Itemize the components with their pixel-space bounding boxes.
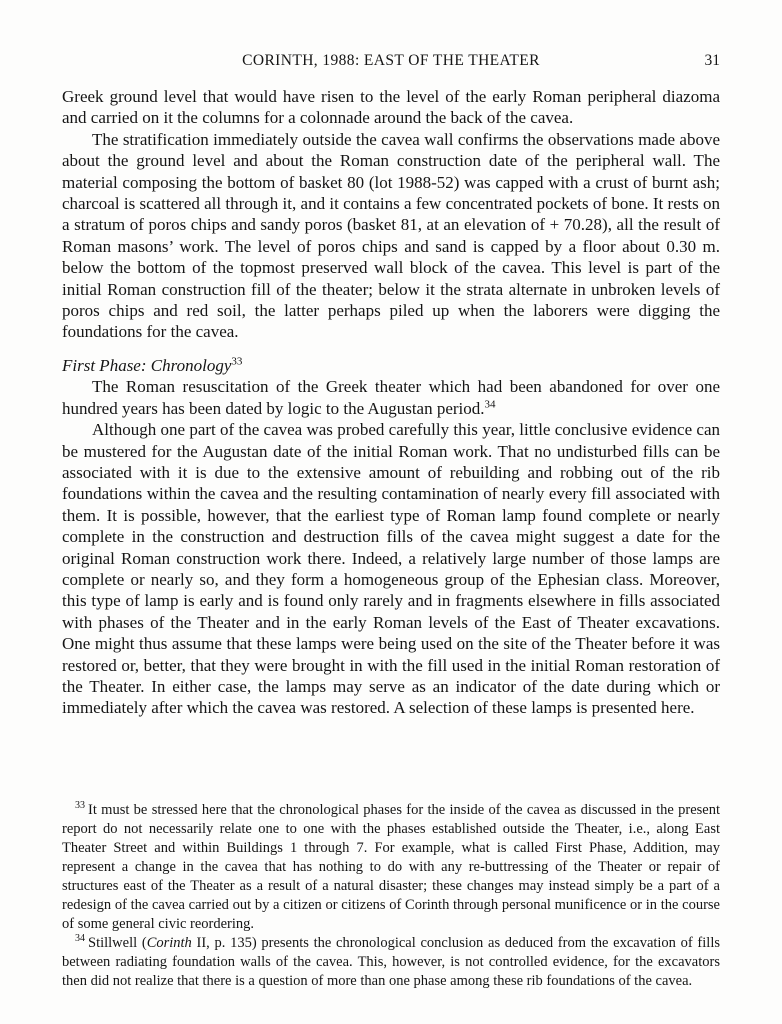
footnote-ref-34: 34 [484, 398, 496, 411]
body-text [62, 86, 720, 719]
running-header [62, 52, 720, 72]
page-number: 31 [704, 52, 720, 69]
footnote-33-text: It must be stressed here that the chronological phases for the inside of the cavea as discussed in the present report do not necessarily relate one to one with the phases established outside the Theater, i.e., along East Theater Street and within Buildings 1 through 7. For example, what is called First Phase, Addition, may represent a change in the cavea that has nothing to do with any re-buttressing of the Theater or repair of structures east of the Theater as a result of a natural disaster; these changes may instead simply be a part of a redesign of the cavea carried out by a citizen or citizens of Corinth through personal munificence or in the course of some general civic reordering. [62, 802, 720, 932]
footnote-34-text-italic: Corinth [146, 935, 192, 951]
body-paragraph-3 [62, 376, 720, 419]
footnote-33 [62, 801, 720, 934]
body-paragraph-1: Greek ground level that would have risen to the level of the early Roman peripheral diazoma and carried on it the columns for a colonnade around the back of the cavea. [62, 87, 720, 128]
footnote-33-marker: 33 [75, 800, 85, 812]
footnote-34 [62, 934, 720, 991]
section-heading-text: First Phase: Chronology [62, 355, 232, 375]
body-paragraph-3-text: The Roman resuscitation of the Greek theater which had been abandoned for over one hundred years has been dated by logic to the Augustan period. [62, 377, 720, 418]
footnote-34-text-post: II, p. 135) presents the chronological conclusion as deduced from the excavation of fills between radiating foundation walls of the cavea. This, however, is not controlled evidence, for the excavators then did not realize that there is a question of more than one phase among these rib foundations of the cavea. [62, 935, 720, 989]
section-heading [62, 355, 720, 376]
body-paragraph-4: Although one part of the cavea was probed carefully this year, little conclusive evidence can be mustered for the Augustan date of the initial Roman work. That no undisturbed fills can be associated with it is due to the extensive amount of rebuilding and robbing out of the rib foundations within the cavea and the resulting contamination of nearly every fill associated with them. It is possible, however, that the earliest type of Roman lamp found complete or nearly complete in the construction and destruction fills of the cavea might suggest a date for the original Roman construction work there. Indeed, a relatively large number of those lamps are complete or nearly so, and they form a homogeneous group of the Ephesian class. Moreover, this type of lamp is early and is found only rarely and in fragments elsewhere in fills associated with phases of the Theater and in the early Roman levels of the East of Theater excavations. One might thus assume that these lamps were being used on the site of the Theater before it was restored or, better, that they were brought in with the fill used in the initial Roman restoration of the Theater. In either case, the lamps may serve as an indicator of the date during which or immediately after which the cavea was restored. A selection of these lamps is presented here. [62, 420, 720, 718]
footnote-ref-33: 33 [231, 355, 243, 368]
footnote-34-marker: 34 [75, 933, 85, 945]
header-title: CORINTH, 1988: EAST OF THE THEATER [242, 52, 540, 69]
footnote-34-text-pre: Stillwell ( [88, 935, 147, 951]
footnotes [62, 801, 720, 991]
body-paragraph-2: The stratification immediately outside the cavea wall confirms the observations made above about the ground level and about the Roman construction date of the peripheral wall. The material composing the bottom of basket 80 (lot 1988-52) was capped with a crust of burnt ash; charcoal is scattered all through it, and it contains a few concentrated pockets of bone. It rests on a stratum of poros chips and sandy poros (basket 81, at an elevation of + 70.28), all the result of Roman masons’ work. The level of poros chips and sand is capped by a floor about 0.30 m. below the bottom of the topmost preserved wall block of the cavea. This level is part of the initial Roman construction fill of the theater; below it the strata alternate in unbroken levels of poros chips and red soil, the latter perhaps piled up when the laborers were digging the foundations for the cavea. [62, 129, 720, 342]
